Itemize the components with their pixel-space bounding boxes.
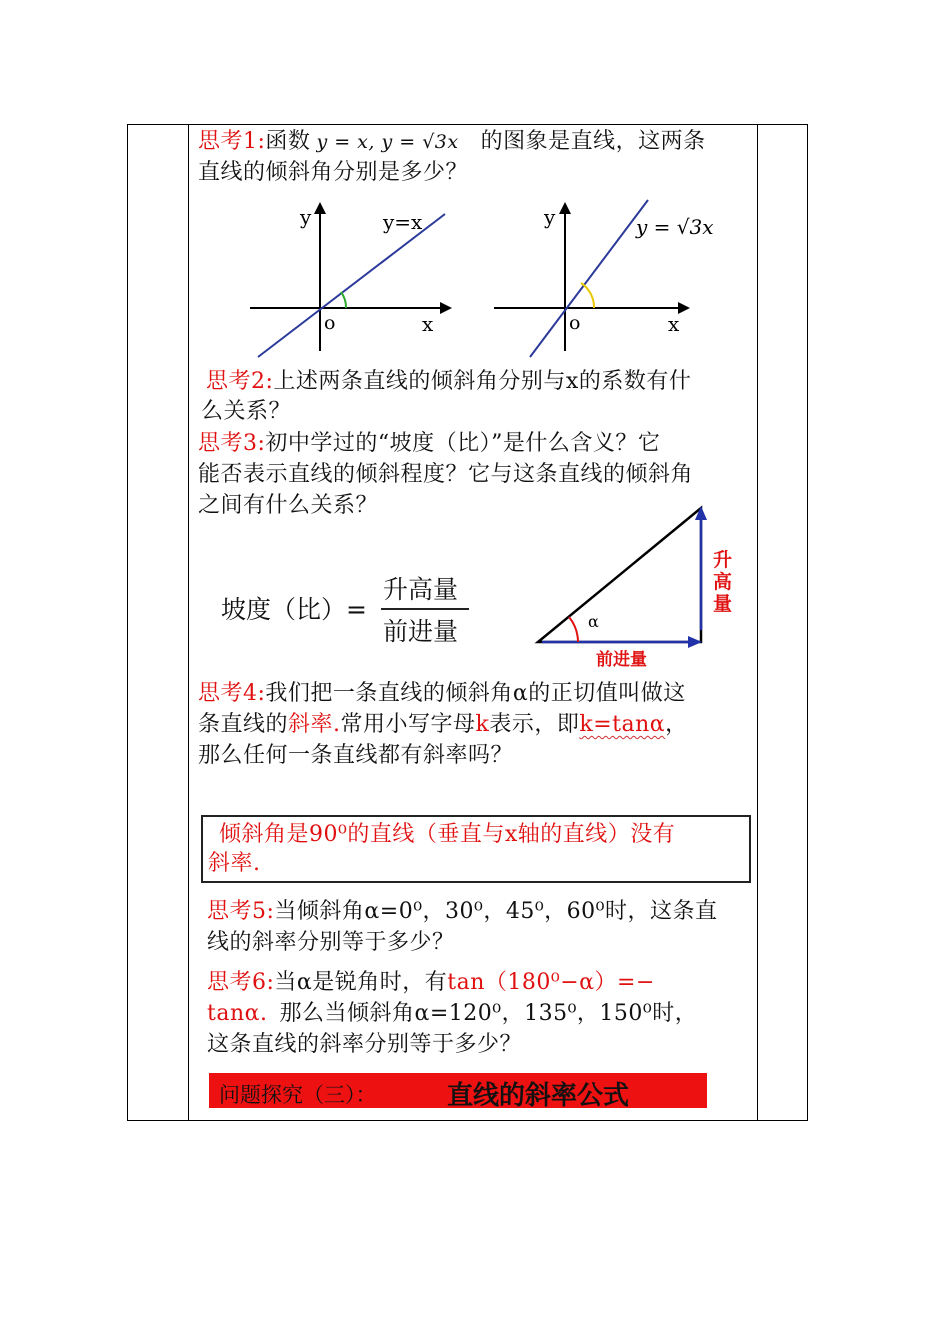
think2-label: 思考2: xyxy=(206,369,274,394)
think4-text: 我们把一条直线的倾斜角α的正切值叫做这 xyxy=(265,681,686,706)
graph1-line-label: y=x xyxy=(383,210,423,234)
think4-slope-term: 斜率. xyxy=(288,712,341,737)
table-column-divider-1 xyxy=(188,124,189,1121)
think5-line2: 线的斜率分别等于多少？ xyxy=(207,930,455,955)
banner-part1: 问题探究（三）： xyxy=(219,1083,377,1107)
think1-text-a: 函数 xyxy=(265,129,311,154)
think3-line3: 之间有什么关系？ xyxy=(198,493,379,518)
think1-label: 思考1: xyxy=(198,129,266,154)
think6-label: 思考6: xyxy=(207,970,275,995)
graph1-origin: o xyxy=(324,312,336,334)
think3-line2: 能否表示直线的倾斜程度？它与这条直线的倾斜角 xyxy=(198,462,694,487)
graph2-axis-x: x xyxy=(668,312,680,336)
think6-tan-alpha: tanα. xyxy=(207,1001,268,1026)
think1-line2: 直线的倾斜角分别是多少？ xyxy=(198,160,469,185)
table-border-left xyxy=(127,124,128,1121)
graph2-origin: o xyxy=(569,312,581,334)
think2-line1 xyxy=(206,366,691,397)
think4-line2-g: ， xyxy=(665,712,688,737)
note-line1: 倾斜角是90⁰的直线（垂直与x轴的直线）没有 xyxy=(219,822,676,847)
think4-line1 xyxy=(198,678,686,709)
slope-formula-denominator: 前进量 xyxy=(383,617,459,646)
think1-line1 xyxy=(198,126,706,158)
table-border-top xyxy=(127,124,808,125)
graph-y-equals-sqrt3x xyxy=(486,196,716,366)
think3-label: 思考3: xyxy=(198,431,266,456)
think2-text: 上述两条直线的倾斜角分别与x的系数有什 xyxy=(273,369,692,394)
think4-label: 思考4: xyxy=(198,681,266,706)
think6-line1-a: 当α是锐角时，有 xyxy=(274,970,448,995)
think3-text: 初中学过的“坡度（比）”是什么含义？它 xyxy=(265,431,661,456)
graph1-axis-y: y xyxy=(300,205,312,229)
triangle-rise-char-1: 升 xyxy=(713,549,733,571)
slope-formula xyxy=(221,570,481,650)
slope-formula-numerator: 升高量 xyxy=(383,575,459,604)
think4-line2-e: 表示，即 xyxy=(489,712,580,737)
think1-formula: y = x, y = √3x xyxy=(316,131,459,153)
think6-tan-identity: tan（180⁰−α）=− xyxy=(447,970,655,995)
think2-line2: 么关系？ xyxy=(201,399,292,424)
think4-line2-c: 常用小写字母 xyxy=(340,712,476,737)
graph-y-equals-x xyxy=(240,196,480,366)
think4-line2 xyxy=(198,709,688,740)
banner-part2: 直线的斜率公式 xyxy=(447,1081,630,1111)
graph1-axis-x: x xyxy=(422,312,434,336)
think1-text-b: 的图象是直线，这两条 xyxy=(480,129,706,154)
graph2-axis-y: y xyxy=(544,205,556,229)
think3-line1 xyxy=(198,428,660,459)
triangle-run-label: 前进量 xyxy=(596,650,647,670)
think4-k: k xyxy=(475,712,490,737)
triangle-rise-char-3: 量 xyxy=(713,593,733,615)
section-banner xyxy=(209,1073,707,1111)
table-border-right xyxy=(807,124,808,1121)
graph2-line-label: y = √3x xyxy=(636,215,714,239)
fraction-bar xyxy=(381,608,469,610)
triangle-angle-label: α xyxy=(588,612,599,631)
think5-label: 思考5: xyxy=(207,899,275,924)
think6-line1 xyxy=(207,967,655,998)
slope-formula-lhs: 坡度（比）= xyxy=(221,595,367,624)
think6-line2-b: 那么当倾斜角α=120⁰，135⁰，150⁰时， xyxy=(279,1001,698,1026)
think4-line3: 那么任何一条直线都有斜率吗？ xyxy=(198,743,514,768)
think5-line1 xyxy=(207,896,717,927)
slope-triangle xyxy=(530,500,760,680)
note-line2: 斜率. xyxy=(208,851,261,876)
think6-line2 xyxy=(207,998,697,1029)
triangle-rise-char-2: 高 xyxy=(713,571,733,593)
no-slope-note-box xyxy=(201,815,751,883)
think6-line3: 这条直线的斜率分别等于多少？ xyxy=(207,1032,523,1057)
think5-text: 当倾斜角α=0⁰，30⁰，45⁰，60⁰时，这条直 xyxy=(274,899,718,924)
think4-line2-a: 条直线的 xyxy=(198,712,289,737)
think4-k-tan-alpha: k=tanα xyxy=(579,712,666,737)
table-border-bottom xyxy=(127,1120,808,1121)
